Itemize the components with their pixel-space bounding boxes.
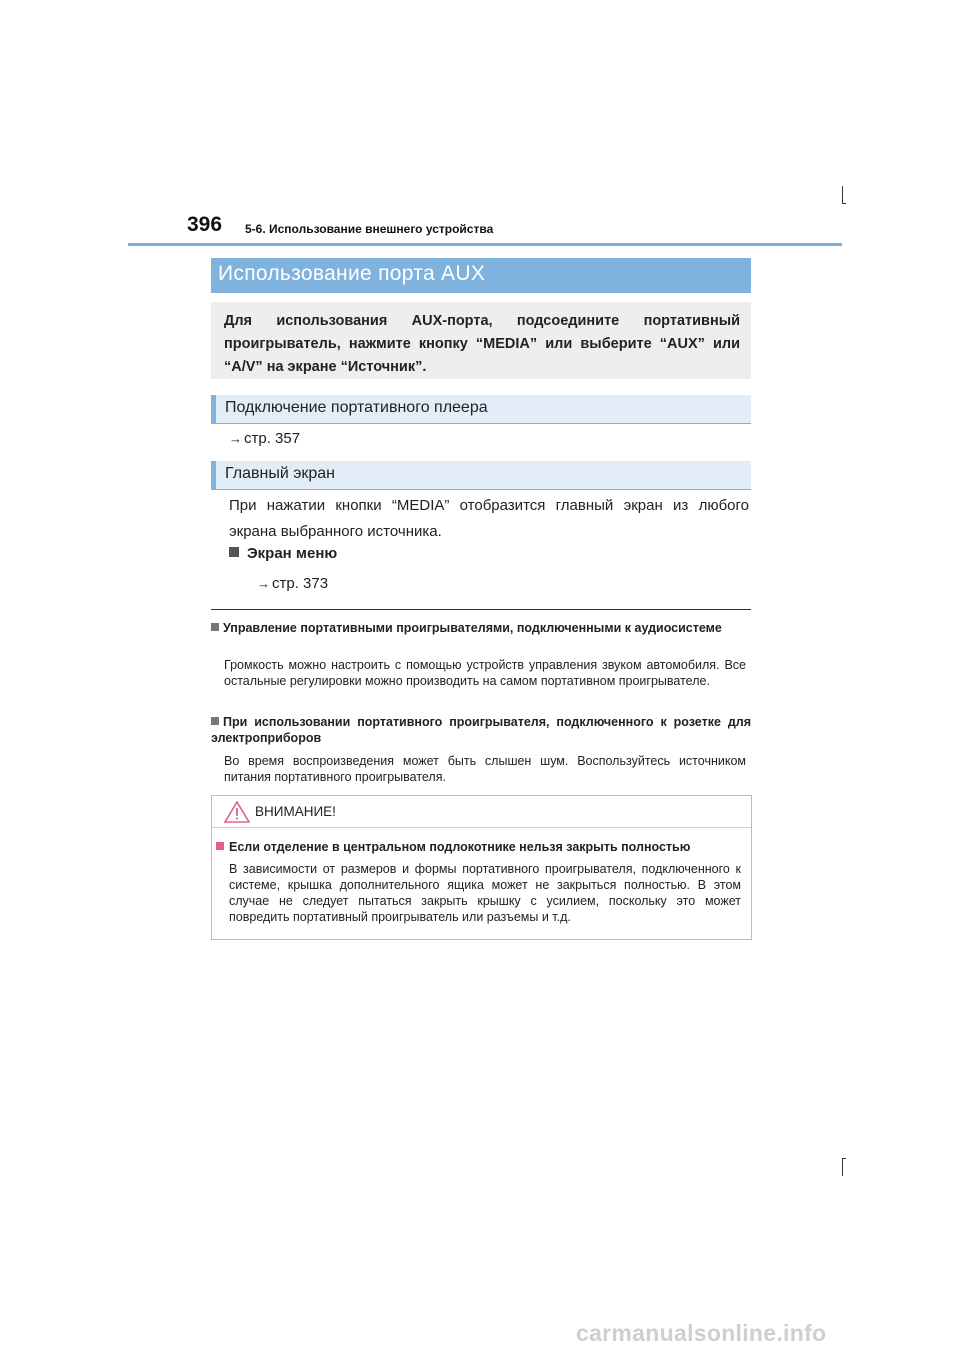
- note-2-heading: [211, 714, 751, 746]
- note-1-heading: [211, 620, 751, 636]
- warning-box: [211, 795, 752, 940]
- arrow-icon: →: [257, 576, 270, 591]
- subhead-main-screen: [211, 461, 751, 490]
- crop-mark-bottom: [842, 1158, 843, 1176]
- menu-heading-text: Экран меню: [247, 545, 338, 562]
- subhead-connect-title: Подключение портативного плеера: [225, 399, 488, 416]
- subhead-accent: [211, 395, 216, 424]
- warning-divider: [212, 827, 751, 828]
- subhead-main-screen-title: Главный экран: [225, 465, 336, 482]
- note-1-heading-text: Управление портативными проигрывателями, подключенными к аудиосистеме: [223, 621, 722, 635]
- page-number: 396: [187, 213, 223, 236]
- warning-heading-text: Если отделение в центральном подлокотнике нельзя закрыть полностью: [229, 840, 691, 854]
- note-2-body: Во время воспроизведения может быть слышен шум. Воспользуйтесь источником питания портативного проигрывателя.: [224, 754, 746, 784]
- main-screen-text: При нажатии кнопки “MEDIA” отобразится главный экран из любого экрана выбранного источника.: [229, 497, 749, 540]
- connect-ref-text: стр. 357: [244, 430, 301, 447]
- subhead-connect: [211, 395, 751, 424]
- arrow-icon: →: [229, 431, 242, 446]
- square-bullet-icon: [211, 717, 219, 725]
- crop-mark-bottom-foot: [842, 1158, 846, 1159]
- header-rule: [128, 243, 842, 246]
- intro-text: Для использования AUX-порта, подсоедините портативный проигрыватель, нажмите кнопку “MEDIA” или выберите “AUX” или “A/V” на экране “Источник”.: [224, 313, 740, 375]
- menu-screen-heading: [229, 545, 337, 562]
- page-title-bar: [211, 258, 751, 293]
- connect-page-ref[interactable]: [229, 430, 300, 447]
- menu-page-ref[interactable]: [257, 575, 328, 592]
- menu-ref-text: стр. 373: [272, 575, 329, 592]
- intro-box: [211, 302, 751, 379]
- warning-body: В зависимости от размеров и формы портативного проигрывателя, подключенного к системе, крышка дополнительного ящика может не закрыться полностью. В этом случае не следует пытаться закрыть крышку с усилием, поскольку это может повредить портативный проигрыватель или разъемы и т.д.: [229, 862, 741, 924]
- note-1-body: Громкость можно настроить с помощью устройств управления звуком автомобиля. Все остальные регулировки можно производить на самом портативном проигрывателе.: [224, 658, 746, 688]
- square-bullet-icon: [216, 842, 224, 850]
- square-bullet-icon: [211, 623, 219, 631]
- subhead-accent: [211, 461, 216, 490]
- warning-title: ВНИМАНИЕ!: [255, 804, 336, 819]
- warning-triangle-icon: [224, 801, 250, 823]
- square-bullet-icon: [229, 547, 239, 557]
- note-2-heading-text: При использовании портативного проигрывателя, подключенного к розетке для электроприборов: [211, 715, 751, 745]
- crop-mark-top: [842, 186, 843, 204]
- notes-divider: [211, 609, 751, 610]
- section-reference: 5-6. Использование внешнего устройства: [245, 222, 494, 236]
- crop-mark-top-foot: [842, 203, 846, 204]
- warning-heading: [216, 840, 746, 854]
- watermark-logo: carmanualsonline.info: [576, 1320, 827, 1346]
- page-title: Использование порта AUX: [218, 262, 486, 285]
